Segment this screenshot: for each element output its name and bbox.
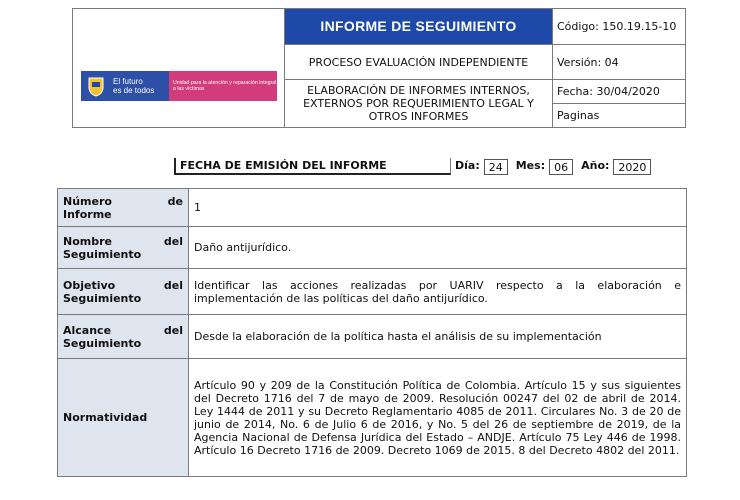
table-row — [58, 315, 687, 359]
row-label: Nombre del Seguimiento — [58, 227, 189, 269]
table-row — [58, 269, 687, 315]
version: Versión: 04 — [553, 44, 686, 80]
codigo: Código: 150.19.15-10 — [553, 9, 686, 45]
mes-value: 06 — [549, 159, 573, 175]
logo-cell — [73, 9, 285, 128]
row-value: 1 — [189, 189, 687, 227]
row-value: Desde la elaboración de la política hasta el análisis de su implementación — [189, 315, 687, 359]
fecha: Fecha: 30/04/2020 — [553, 80, 686, 104]
row-value: Artículo 90 y 209 de la Constitución Política de Colombia. Artículo 15 y sus siguientes del Decreto 1716 del 7 de mayo de 2009. Resolución 00247 del 02 de abril de 2014. Ley 1444 de 2011 y su Decreto Reglamentario 4085 de 2011. Circulares No. 3 de 20 de junio de 2014, No. 6 de Julio 6 de 2016, y No. 5 del 26 de septiembre de 2019, de la Agencia Nacional de Defensa Jurídica del Estado – ANDJE. Artículo 75 Ley 446 de 1998. Artículo 16 Decreto 1716 de 2009. Decreto 1069 de 2015. 8 del Decreto 4802 del 2011. — [189, 359, 687, 477]
process-name: PROCESO EVALUACIÓN INDEPENDIENTE — [285, 44, 553, 80]
row-label: Alcance del Seguimiento — [58, 315, 189, 359]
report-details-table — [57, 188, 687, 477]
mes-label: Mes: — [515, 159, 546, 172]
table-row — [58, 359, 687, 477]
document-header — [72, 8, 686, 128]
row-label: Objetivo del Seguimiento — [58, 269, 189, 315]
document-title: INFORME DE SEGUIMIENTO — [285, 9, 553, 45]
table-row — [58, 189, 687, 227]
logo-slogan: El futuro es de todos — [113, 77, 155, 95]
coat-of-arms-icon — [85, 74, 107, 98]
table-row — [58, 227, 687, 269]
emission-label: FECHA DE EMISIÓN DEL INFORME — [174, 158, 451, 175]
row-label: Número de Informe — [58, 189, 189, 227]
dia-label: Día: — [455, 159, 480, 172]
institution-logo — [81, 71, 277, 101]
row-label: Normatividad — [58, 359, 189, 477]
logo-unidad-text: Unidad para la atención y reparación integral a las víctimas — [169, 71, 277, 101]
emission-date-row — [174, 158, 655, 175]
paginas: Paginas — [553, 104, 686, 128]
row-value: Identificar las acciones realizadas por UARIV respecto a la elaboración e implementación de las políticas del daño antijurídico. — [189, 269, 687, 315]
dia-value: 24 — [484, 159, 508, 175]
anio-label: Año: — [581, 159, 610, 172]
process-description: ELABORACIÓN DE INFORMES INTERNOS, EXTERNOS POR REQUERIMIENTO LEGAL Y OTROS INFORMES — [285, 80, 553, 128]
anio-value: 2020 — [613, 159, 651, 175]
row-value: Daño antijurídico. — [189, 227, 687, 269]
